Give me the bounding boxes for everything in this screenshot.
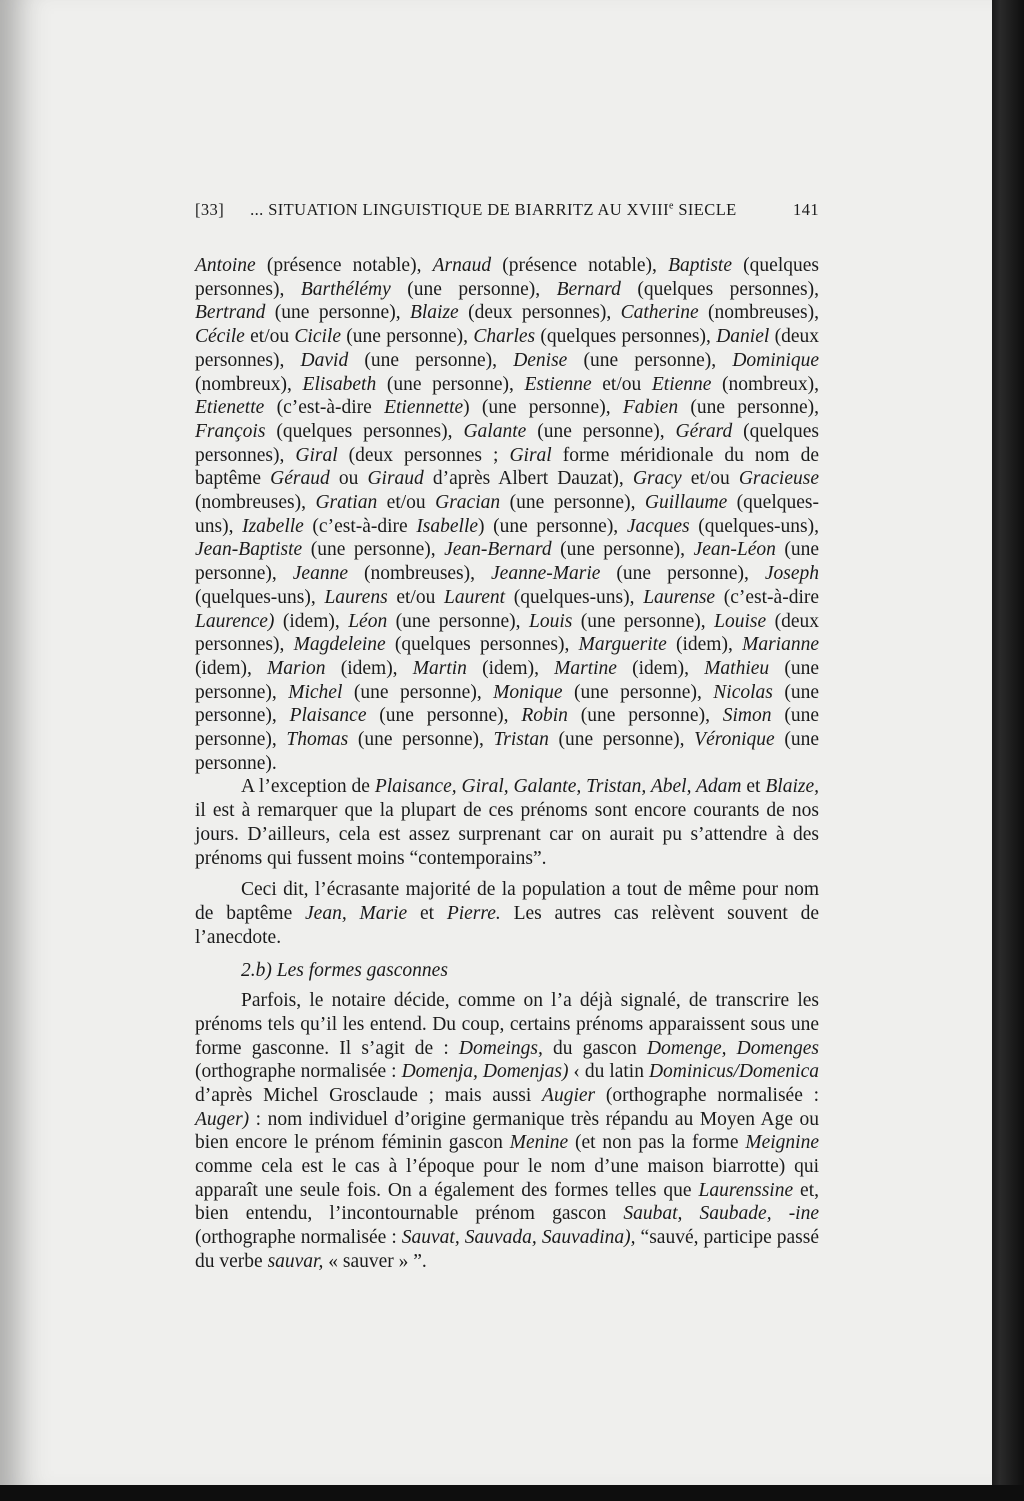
italic-term: Giral [509, 444, 552, 466]
italic-term: Domeings, [458, 1037, 543, 1059]
italic-term: Sauvat, Sauvada, Sauvadina), [401, 1227, 636, 1249]
italic-term: Augier [542, 1084, 596, 1106]
text-run: (nombreuses), [348, 563, 492, 585]
text-run: (présence notable), [491, 255, 669, 276]
text-run: (une personne), [366, 705, 522, 727]
italic-term: Gracieuse [738, 468, 819, 490]
text-run: et/ou [244, 326, 295, 348]
italic-term: Etienne [651, 373, 712, 395]
text-run: d’après Albert Dauzat), [423, 468, 633, 490]
italic-term: Louise [714, 610, 767, 632]
italic-term: Jacques [626, 515, 690, 537]
text-run: (une personne), [600, 563, 765, 585]
text-run: (idem), [274, 610, 349, 632]
text-run: Parfois, le notaire décide, comme on l’a déjà signalé, de transcrire les prénoms tels qu’il les entend. Du coup, certains prénoms apparaissent sous une forme gasconne. Il s’agit de : [195, 990, 819, 1059]
italic-term: Auger) [195, 1108, 250, 1130]
text-run: A l’exception de [241, 776, 375, 798]
text-run: comme cela est le cas à l’époque pour le nom d’une maison biarrotte) qui apparaît une seule fois. On a également des formes telles que [195, 1156, 819, 1201]
text-run: (quelques-uns), [195, 492, 819, 537]
italic-term: Etiennette [384, 397, 464, 419]
italic-term: Laurense [643, 586, 716, 608]
italic-term: Giraud [367, 468, 424, 490]
text-run: (orthographe normalisée : [595, 1084, 819, 1106]
italic-term: Jean-Bernard [444, 539, 552, 561]
text-run: « sauver » ”. [323, 1250, 427, 1272]
italic-term: Michel [288, 681, 343, 703]
text-run: (nombreux), [195, 373, 303, 395]
italic-term: Laurent [444, 586, 506, 608]
text-run: (une personne), [500, 492, 645, 514]
italic-term: Saubat, Saubade, -ine [623, 1203, 820, 1225]
text-run: et/ou [681, 468, 739, 490]
italic-term: Catherine [620, 302, 699, 324]
text-run: (quelques personnes), [195, 420, 819, 466]
text-run: (une personne), [548, 729, 695, 751]
italic-term: Jean, Marie [305, 902, 408, 924]
italic-term: Magdeleine [293, 634, 386, 656]
italic-term: Laurence) [195, 610, 275, 632]
italic-term: Elisabeth [302, 373, 377, 395]
text-run: (c’est-à-dire [303, 515, 417, 537]
paragraph-majority [195, 878, 819, 949]
italic-term: Monique [493, 681, 563, 703]
italic-term: Mathieu [704, 657, 770, 679]
text-run: et [407, 902, 447, 924]
text-run: Ceci dit, l’écrasante majorité de la population a tout de même pour nom de baptême [195, 879, 819, 924]
running-header [195, 200, 819, 220]
text-run: ou [329, 468, 368, 490]
italic-term: Domenja, Domenjas) [401, 1061, 569, 1083]
italic-term: Jean-Baptiste [195, 539, 303, 561]
italic-term: Charles [473, 326, 536, 348]
italic-term: Jeanne [292, 563, 348, 585]
scan-bottom-edge [0, 1485, 1024, 1501]
italic-term: Véronique [694, 729, 775, 751]
text-run: (une personne), [348, 349, 514, 371]
italic-term: Denise [513, 349, 568, 371]
text-run: (une personne), [562, 681, 714, 703]
text-run: (quelques personnes), [535, 326, 717, 348]
text-run: (une personne), [387, 610, 529, 632]
running-title: ... SITUATION LINGUISTIQUE DE BIARRITZ AU XVIIIe SIECLE [250, 200, 737, 219]
text-run: (une personne), [195, 539, 819, 585]
text-run: ) (une personne), [463, 397, 623, 419]
text-run: (idem), [666, 634, 743, 656]
main-text [195, 254, 819, 1274]
paragraph-exceptions [195, 775, 819, 870]
text-run: et [741, 776, 766, 798]
text-run: (une personne), [348, 729, 494, 751]
text-run: (une personne), [572, 610, 715, 632]
text-run: (une personne), [376, 373, 525, 395]
italic-term: Domenge, Domenges [646, 1037, 819, 1059]
text-run: (idem), [325, 657, 413, 679]
text-run: d’après Michel Grosclaude ; mais aussi [195, 1084, 543, 1106]
text-run: “sauvé, participe passé du verbe [195, 1227, 819, 1272]
text-run: (quelques-uns), [505, 586, 644, 608]
italic-term: Plaisance [289, 705, 367, 727]
italic-term: Daniel [716, 326, 770, 348]
text-run: (une personne), [390, 278, 557, 300]
text-run: et, bien entendu, l’incontournable prénom gascon [195, 1179, 819, 1225]
text-run: (deux personnes), [195, 610, 819, 656]
text-run: (deux personnes), [195, 326, 819, 371]
italic-term: Géraud [270, 468, 330, 490]
text-run: (une personne), [195, 657, 819, 703]
italic-term: Arnaud [432, 255, 492, 276]
text-run: (nombreux), [711, 373, 819, 395]
text-run: du gascon [542, 1037, 647, 1059]
text-run: (c’est-à-dire [715, 586, 820, 608]
italic-term: Giral [295, 444, 338, 466]
page-reference: [33] [195, 200, 225, 219]
text-run: (idem), [616, 657, 705, 679]
text-run: (une personne), [567, 705, 723, 727]
text-run: ) (une personne), [478, 515, 627, 537]
section-heading: 2.b) Les formes gasconnes [241, 960, 448, 982]
italic-term: Blaize [409, 302, 459, 324]
text-run: (une personne). [195, 729, 819, 774]
text-run: (une personne), [526, 420, 676, 442]
italic-term: Izabelle [242, 515, 304, 537]
page-number: 141 [793, 200, 819, 219]
italic-term: Antoine [195, 255, 256, 276]
text-run: : nom individuel d’origine germanique très répandu au Moyen Age ou bien encore le prénom féminin gascon [195, 1108, 819, 1154]
text-run: (idem), [195, 657, 268, 679]
text-run: (nombreuses), [698, 302, 819, 324]
text-run: (une personne), [341, 326, 474, 348]
text-run: (quelques personnes), [195, 255, 819, 300]
italic-term: Jean-Léon [693, 539, 776, 561]
text-run: (une personne), [342, 681, 494, 703]
text-run: (une personne), [302, 539, 445, 561]
text-run: (orthographe normalisée : [195, 1061, 402, 1083]
italic-term: Robin [521, 705, 568, 727]
text-run: et/ou [387, 586, 445, 608]
italic-term: Estienne [524, 373, 592, 395]
italic-term: Jeanne-Marie [491, 563, 601, 585]
text-run: (une personne), [567, 349, 733, 371]
text-run: (présence notable), [255, 255, 433, 276]
text-run: forme méridionale du nom de baptême [195, 444, 819, 490]
italic-term: Cicile [294, 326, 341, 348]
text-run: (orthographe normalisée : [195, 1227, 402, 1249]
text-run: (et non pas la forme [568, 1132, 746, 1154]
italic-term: Nicolas [713, 681, 773, 703]
text-run: (quelques-uns), [689, 515, 820, 537]
italic-term: Plaisance, Giral, Galante, Tristan, Abel, Adam [374, 776, 742, 798]
italic-term: Menine [509, 1132, 569, 1154]
italic-term: Martine [554, 657, 617, 679]
italic-term: Cécile [195, 326, 245, 348]
italic-term: Bertrand [195, 302, 266, 324]
italic-term: François [195, 420, 266, 442]
scan-edge [992, 0, 1024, 1501]
italic-term: Galante [463, 420, 527, 442]
text-run: (quelques personnes), [620, 278, 819, 300]
italic-term: Gratian [315, 492, 378, 514]
italic-term: Fabien [622, 397, 679, 419]
text-run: (une personne), [551, 539, 694, 561]
text-run: et/ou [377, 492, 436, 514]
text-run: ‹ du latin [568, 1061, 649, 1083]
text-run: (quelques personnes), [265, 420, 464, 442]
italic-term: Dominique [732, 349, 819, 371]
text-run: (quelques-uns), [195, 586, 325, 608]
italic-term: Dominicus/Domenica [648, 1061, 819, 1083]
italic-term: Meignine [745, 1132, 819, 1154]
text-run: (quelques personnes), [385, 634, 579, 656]
italic-term: Bernard [556, 278, 621, 300]
italic-term: Léon [348, 610, 388, 632]
text-run: (une personne), [195, 681, 819, 727]
italic-term: Gracy [632, 468, 682, 490]
italic-term: Martin [412, 657, 467, 679]
italic-term: Marguerite [578, 634, 667, 656]
italic-term: Baptiste [668, 255, 733, 276]
italic-term: Marion [267, 657, 326, 679]
text-run: et/ou [591, 373, 652, 395]
text-run: il est à remarquer que la plupart de ces prénoms sont encore courants de nos jours. D’ailleurs, cela est assez surprenant car on aurait pu s’attendre à des prénoms qui fussent moins “contemporains”. [195, 800, 819, 869]
italic-term: Joseph [764, 563, 819, 585]
italic-term: Etienette [195, 397, 265, 419]
text-run: (nombreuses), [195, 492, 316, 514]
text-run: (une personne), [678, 397, 820, 419]
italic-term: Simon [722, 705, 772, 727]
italic-term: Pierre. [446, 902, 501, 924]
italic-term: Isabelle [416, 515, 479, 537]
text-run: Les autres cas relèvent souvent de l’anecdote. [195, 902, 819, 948]
text-run: (c’est-à-dire [264, 397, 385, 419]
italic-term: Gérard [675, 420, 733, 442]
italic-term: Blaize, [765, 776, 820, 798]
italic-term: sauvar, [267, 1250, 324, 1272]
italic-term: Thomas [286, 729, 349, 751]
text-run: (une personne), [265, 302, 410, 324]
italic-term: Louis [528, 610, 573, 632]
italic-term: Guillaume [644, 492, 728, 514]
italic-term: Barthélémy [300, 278, 391, 300]
italic-term: David [300, 349, 349, 371]
paragraph-gascon-forms [195, 989, 819, 1273]
italic-term: Marianne [742, 634, 819, 656]
italic-term: Tristan [493, 729, 549, 751]
italic-term: Gracian [435, 492, 501, 514]
text-run: (une personne), [195, 705, 819, 751]
text-run: (deux personnes), [458, 302, 621, 324]
text-run: (deux personnes ; [337, 444, 510, 466]
text-run: (idem), [466, 657, 555, 679]
paragraph-names-list [195, 254, 819, 775]
italic-term: Laurens [324, 586, 388, 608]
italic-term: Laurenssine [698, 1179, 794, 1201]
